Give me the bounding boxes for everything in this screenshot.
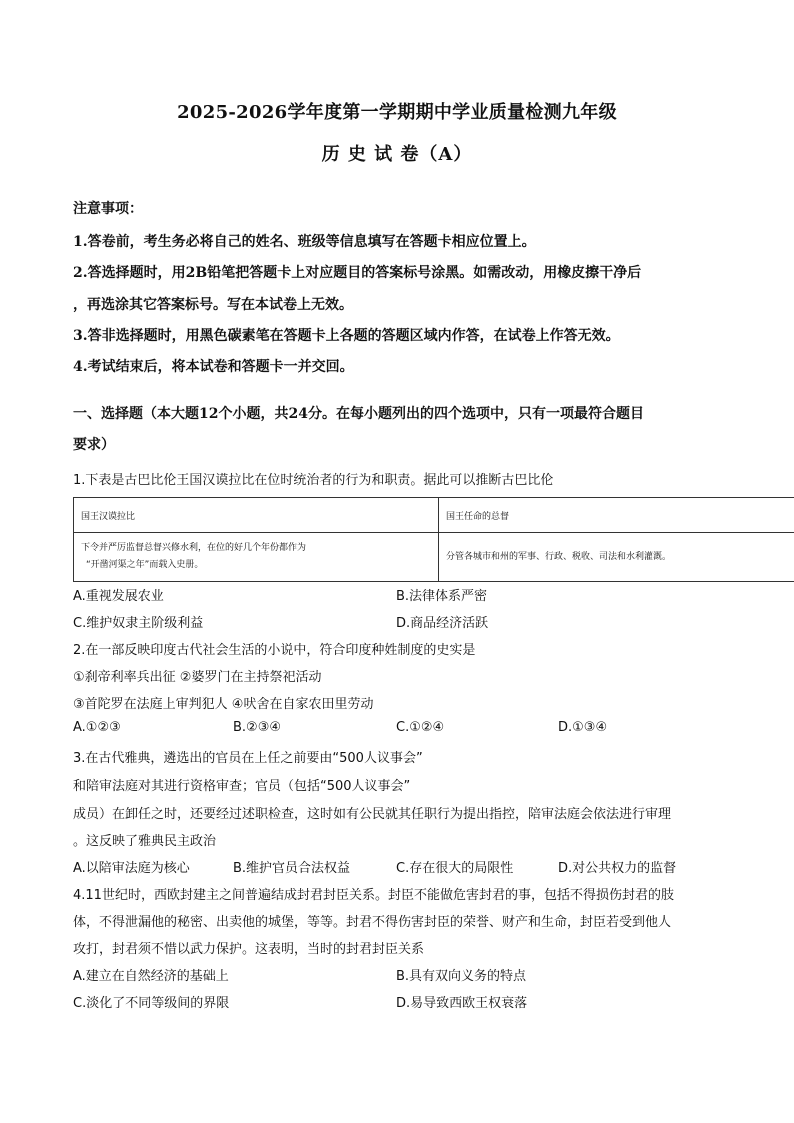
question-4-line-1: 4.11世纪时，西欧封建主之间普遍结成封君封臣关系。封臣不能做危害封君的事，包括不得损伤封君的肢	[73, 888, 674, 903]
question-3-line-4: 。这反映了雅典民主政治	[73, 834, 217, 849]
q1-option-c: C.维护奴隶主阶级利益	[73, 616, 204, 631]
q3-option-d: D.对公共权力的监督	[558, 861, 677, 876]
q1-option-a: A.重视发展农业	[73, 589, 164, 604]
q3-option-a: A.以陪审法庭为核心	[73, 861, 190, 876]
table-cell	[74, 533, 439, 582]
exam-title: 2025-2026学年度第一学期期中学业质量检测九年级	[177, 102, 617, 123]
q2-option-a: A.①②③	[73, 720, 121, 735]
question-4-line-3: 攻打，封君须不惜以武力保护。这表明，当时的封君封臣关系	[73, 942, 425, 957]
section-heading-cont: 要求）	[73, 437, 115, 453]
question-2-items-1: ①刹帝利率兵出征 ②婆罗门在主持祭祀活动	[73, 670, 322, 685]
table-row	[74, 533, 794, 582]
notice-item-4: 4.考试结束后，将本试卷和答题卡一并交回。	[73, 359, 354, 375]
q1-option-d: D.商品经济活跃	[396, 616, 489, 631]
exam-subtitle: 历 史 试 卷（A）	[321, 144, 473, 165]
question-2-items-2: ③首陀罗在法庭上审判犯人 ④吠舍在自家农田里劳动	[73, 697, 374, 712]
question-2-stem: 2.在一部反映印度古代社会生活的小说中，符合印度种姓制度的史实是	[73, 643, 476, 658]
notice-item-2: 2.答选择题时，用2B铅笔把答题卡上对应题目的答案标号涂黑。如需改动，用橡皮擦干净后	[73, 265, 642, 281]
q4-option-a: A.建立在自然经济的基础上	[73, 969, 229, 984]
section-heading: 一、选择题（本大题12个小题，共24分。在每小题列出的四个选项中，只有一项最符合题目	[73, 406, 644, 422]
table-header-cell: 国王任命的总督	[439, 498, 794, 533]
q4-option-b: B.具有双向义务的特点	[396, 969, 527, 984]
notice-item-1: 1.答卷前，考生务必将自己的姓名、班级等信息填写在答题卡相应位置上。	[73, 234, 536, 250]
notice-heading: 注意事项：	[73, 201, 143, 217]
q2-option-d: D.①③④	[558, 720, 608, 735]
q1-option-b: B.法律体系严密	[396, 589, 488, 604]
question-4-line-2: 体，不得泄漏他的秘密、出卖他的城堡，等等。封君不得伤害封臣的荣誉、财产和生命，封臣若受到他人	[73, 915, 672, 930]
table-cell-line: 下令并严厉监督总督兴修水利，在位的好几个年份都作为	[81, 543, 307, 553]
table-cell-line: “开凿河渠之年”而载入史册。	[86, 560, 204, 570]
table-header-cell: 国王汉谟拉比	[74, 498, 439, 533]
table-cell: 分管各城市和州的军事、行政、税收、司法和水利灌溉。	[439, 533, 794, 582]
question-3-line-2: 和陪审法庭对其进行资格审查；官员（包括“500人议事会”	[73, 779, 411, 794]
q3-option-c: C.存在很大的局限性	[396, 861, 514, 876]
q2-option-b: B.②③④	[233, 720, 282, 735]
question-3-line-3: 成员）在卸任之时，还要经过述职检查，这时如有公民就其任职行为提出指控，陪审法庭会依法进行审理	[73, 807, 672, 822]
q4-option-c: C.淡化了不同等级间的界限	[73, 996, 230, 1011]
q3-option-b: B.维护官员合法权益	[233, 861, 351, 876]
table-header-row	[74, 498, 794, 533]
question-1-stem: 1.下表是古巴比伦王国汉谟拉比在位时统治者的行为和职责。据此可以推断古巴比伦	[73, 473, 554, 488]
question-1-table	[73, 497, 794, 582]
notice-item-3: 3.答非选择题时，用黑色碳素笔在答题卡上各题的答题区域内作答，在试卷上作答无效。	[73, 328, 620, 344]
q4-option-d: D.易导致西欧王权衰落	[396, 996, 528, 1011]
notice-item-2-cont: ，再选涂其它答案标号。写在本试卷上无效。	[73, 297, 353, 313]
q2-option-c: C.①②④	[396, 720, 445, 735]
question-3-line-1: 3.在古代雅典，遴选出的官员在上任之前要由“500人议事会”	[73, 751, 423, 766]
